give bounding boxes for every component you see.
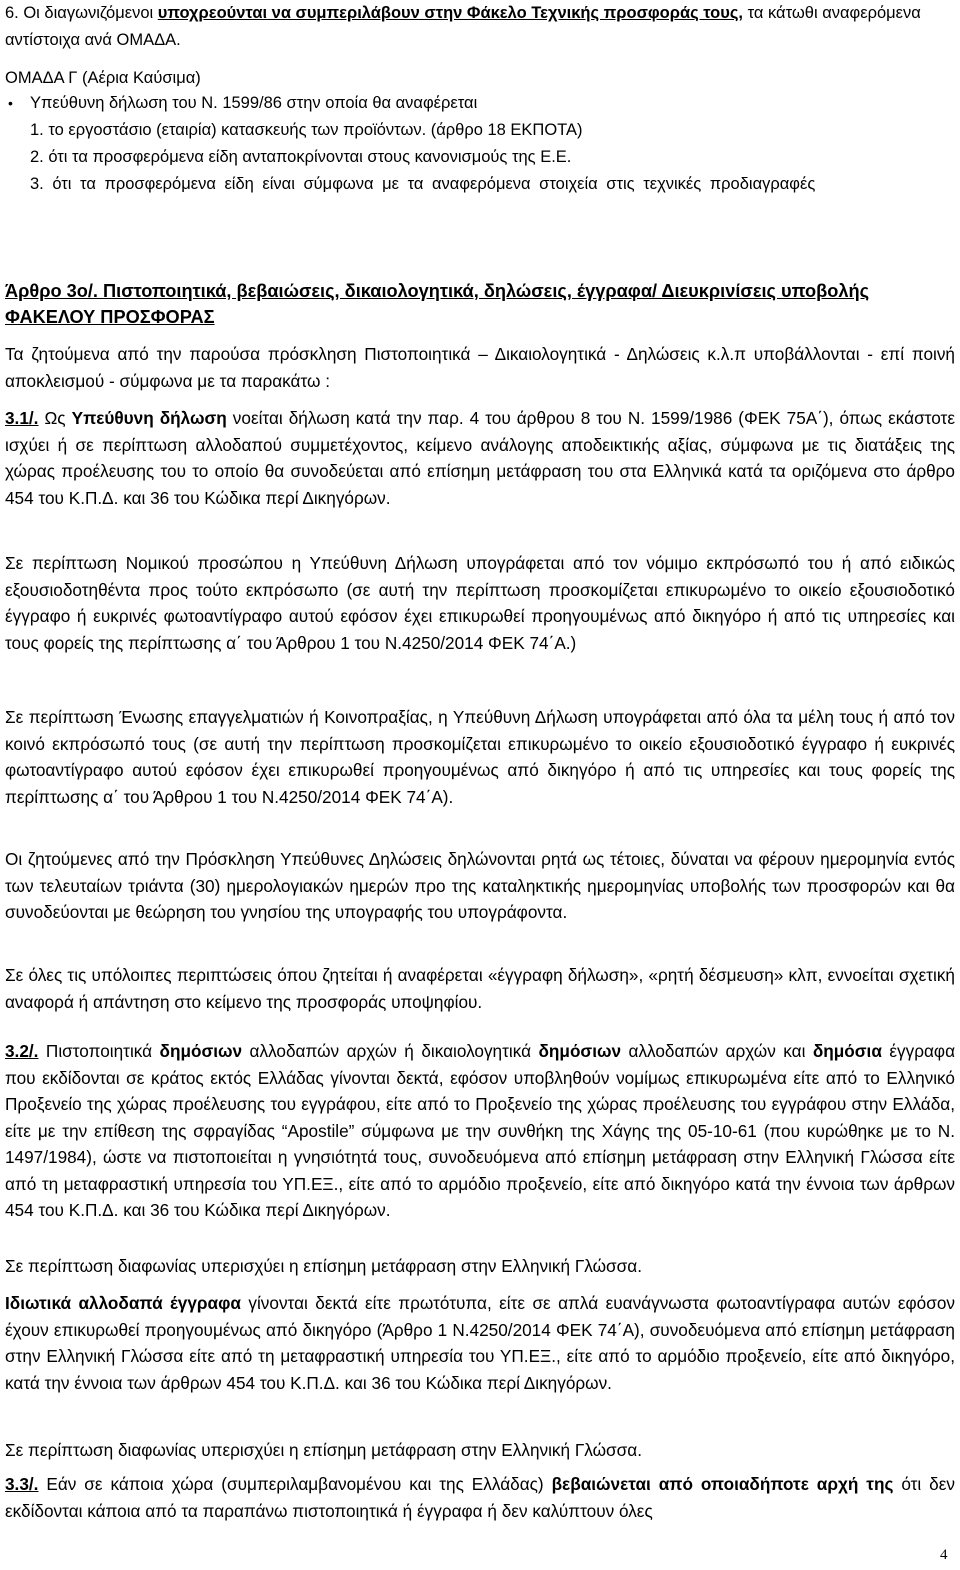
bullet-text: Υπεύθυνη δήλωση του Ν. 1599/86 στην οποία θα αναφέρεται — [30, 94, 478, 112]
section-3-2-number: 3.2/. — [5, 1041, 39, 1061]
section-3-1 — [5, 405, 955, 511]
section-3-1-pre: Ως — [38, 408, 72, 428]
requested-declarations-paragraph: Οι ζητούμενες από την Πρόσκληση Υπεύθυνες Δηλώσεις δηλώνονται ρητά ως τέτοιες, δύναται να φέρουν ημερομηνία εντός των τελευταίων τριάντα (30) ημερολογιακών ημερών προ της καταληκτικής ημερομηνίας υποβολής των προσφορών και θα συνοδεύονται με θεώρηση του γνησίου της υπογραφής του υπογράφοντα. — [5, 849, 955, 922]
section-6-lead: 6. Οι διαγωνιζόμενοι — [5, 4, 158, 22]
section-3-2 — [5, 1038, 955, 1224]
section-6-emphasis: υποχρεούνται να συμπεριλάβουν στην Φάκελο Τεχνικής προσφοράς τους, — [157, 4, 744, 22]
group-c-heading: ΟΜΑΔΑ Γ (Αέρια Καύσιμα) — [5, 69, 201, 87]
union-paragraph: Σε περίπτωση Ένωσης επαγγελματιών ή Κοινοπραξίας, η Υπεύθυνη Δήλωση υπογράφεται από όλα τα μέλη τους ή από τον κοινό εκπρόσωπό τους (σε αυτή την περίπτωση προσκομίζεται επικυρωμένο το οικείο εξουσιοδοτικό έγγραφο ή ευκρινές φωτοαντίγραφο αυτού εφόσον έχει επικυρωθεί προηγουμένως από δικηγόρο ή από τις υπηρεσίες και τους φορείς της περίπτωσης α΄ του Άρθρου 1 του Ν.4250/2014 ΦΕΚ 74΄Α). — [5, 707, 955, 807]
list-item-2: 2. ότι τα προσφερόμενα είδη ανταποκρίνονται στους κανονισμούς της Ε.Ε. — [30, 148, 572, 166]
private-documents-paragraph — [5, 1290, 955, 1396]
list-item-3: 3. ότι τα προσφερόμενα είδη είναι σύμφωνα με τα αναφερόμενα στοιχεία στις τεχνικές προδιαγραφές — [30, 175, 816, 193]
section-3-3-text-2: ότι δεν εκδίδονται κάποια από τα παραπάνω πιστοποιητικά ή έγγραφα ή δεν καλύπτουν όλες — [5, 1474, 955, 1521]
section-3-3 — [5, 1471, 955, 1524]
list-item-1: 1. το εργοστάσιο (εταιρία) κατασκευής των προϊόντων. (άρθρο 18 ΕΚΠΟΤΑ) — [30, 121, 583, 139]
section-3-2-bold-3: δημόσια — [812, 1041, 882, 1061]
section-3-3-bold: βεβαιώνεται από οποιαδήποτε αρχή της — [551, 1474, 894, 1494]
section-3-2-translation-note: Σε περίπτωση διαφωνίας υπερισχύει η επίσημη μετάφραση στην Ελληνική Γλώσσα. — [5, 1256, 642, 1276]
section-6-rest: τα κάτωθι αναφερόμενα αντίστοιχα ανά ΟΜΑΔΑ. — [5, 4, 921, 49]
article-title-text: Άρθρο 3ο/. Πιστοποιητικά, βεβαιώσεις, δικαιολογητικά, δηλώσεις, έγγραφα/ Διευκρινίσεις υποβολής ΦΑΚΕΛΟΥ ΠΡΟΣΦΟΡΑΣ — [5, 281, 870, 327]
section-3-1-bold: Υπεύθυνη δήλωση — [71, 408, 227, 428]
section-3-2-bold-2: δημόσιων — [538, 1041, 622, 1061]
page-number: 4 — [940, 1547, 948, 1563]
section-6-paragraph — [5, 0, 955, 53]
section-3-2-text-3: αλλοδαπών αρχών και — [621, 1041, 813, 1061]
bullet-icon: • — [8, 95, 13, 111]
private-documents-bold: Ιδιωτικά αλλοδαπά έγγραφα — [5, 1293, 241, 1313]
section-3-2-text-2: αλλοδαπών αρχών ή δικαιολογητικά — [242, 1041, 539, 1061]
article-title — [5, 278, 955, 330]
section-3-1-number: 3.1/. — [5, 408, 39, 428]
section-3-3-number: 3.3/. — [5, 1474, 39, 1494]
article-intro: Τα ζητούμενα από την παρούσα πρόσκληση Πιστοποιητικά – Δικαιολογητικά - Δηλώσεις κ.λ.π υποβάλλονται - επί ποινή αποκλεισμού - σύμφωνα με τα παρακάτω : — [5, 344, 955, 391]
section-3-3-text-1: Εάν σε κάποια χώρα (συμπεριλαμβανομένου και της Ελλάδας) — [38, 1474, 552, 1494]
private-documents-text: γίνονται δεκτά είτε πρωτότυπα, είτε σε απλά ευανάγνωστα φωτοαντίγραφα αυτών εφόσον έχουν επικυρωθεί προηγουμένως από δικηγόρο (Άρθρο 1 Ν.4250/2014 ΦΕΚ 74΄Α), συνοδευόμενα από επίσημη μετάφραση στην Ελληνική Γλώσσα είτε από τη μεταφραστική υπηρεσία του ΥΠ.ΕΞ., είτε από το αρμόδιο προξενείο, είτε από δικηγόρο, κατά την έννοια των άρθρων 454 του Κ.Π.Δ. και 36 του Κώδικα περί Δικηγόρων. — [5, 1293, 955, 1393]
section-3-2-text-1: Πιστοποιητικά — [38, 1041, 160, 1061]
section-3-2-bold-1: δημόσιων — [159, 1041, 243, 1061]
section-3-1-text: νοείται δήλωση κατά την παρ. 4 του άρθρου 8 του Ν. 1599/1986 (ΦΕΚ 75Α΄), όπως εκάστοτε ισχύει ή σε περίπτωση αλλοδαπού συμμετέχοντος, κείμενο ανάλογης αποδεικτικής αξίας, σύμφωνα με τις διατάξεις της χώρας προέλευσης του το οποίο θα συνοδεύεται από επίσημη μετάφραση του στα Ελληνικά κατά τα οριζόμενα στο άρθρο 454 του Κ.Π.Δ. και 36 του Κώδικα περί Δικηγόρων. — [5, 408, 955, 508]
section-3-2-text-4: έγγραφα που εκδίδονται σε κράτος εκτός Ελλάδας γίνονται δεκτά, εφόσον υποβληθούν νομίμως επικυρωμένα είτε από το Ελληνικό Προξενείο της χώρας προέλευσης του εγγράφου, είτε από το Προξενείο της χώρας προέλευσης του εγγράφου στην Ελλάδα, είτε με την επίθεση της σφραγίδας “Apostile” σύμφωνα με την συνθήκη της Χάγης της 05-10-61 (που κυρώθηκε με το Ν. 1497/1984), ώστε να πιστοποιείται η γνησιότητά τους, συνοδευόμενα από επίσημη μετάφραση στην Ελληνική Γλώσσα είτε από τη μεταφραστική υπηρεσία του ΥΠ.ΕΞ., είτε από το αρμόδιο προξενείο, είτε από δικηγόρο κατά την έννοια των άρθρων 454 του Κ.Π.Δ. και 36 του Κώδικα περί Δικηγόρων. — [5, 1041, 956, 1220]
legal-person-paragraph: Σε περίπτωση Νομικού προσώπου η Υπεύθυνη Δήλωση υπογράφεται από τον νόμιμο εκπρόσωπό του ή από ειδικώς εξουσιοδοτηθέντα προς τούτο εκπρόσωπο (σε αυτή την περίπτωση προσκομίζεται επικυρωμένο το οικείο εξουσιοδοτικό έγγραφο ή ευκρινές φωτοαντίγραφο αυτού εφόσον έχει επικυρωθεί προηγουμένως από δικηγόρο ή από τις υπηρεσίες και τους φορείς της περίπτωσης α΄ του Άρθρου 1 του Ν.4250/2014 ΦΕΚ 74΄Α.) — [5, 553, 955, 653]
private-translation-note: Σε περίπτωση διαφωνίας υπερισχύει η επίσημη μετάφραση στην Ελληνική Γλώσσα. — [5, 1440, 642, 1460]
other-cases-paragraph: Σε όλες τις υπόλοιπες περιπτώσεις όπου ζητείται ή αναφέρεται «έγγραφη δήλωση», «ρητή δέσμευση» κλπ, εννοείται σχετική αναφορά ή απάντηση στο κείμενο της προσφοράς υποψηφίου. — [5, 965, 955, 1012]
